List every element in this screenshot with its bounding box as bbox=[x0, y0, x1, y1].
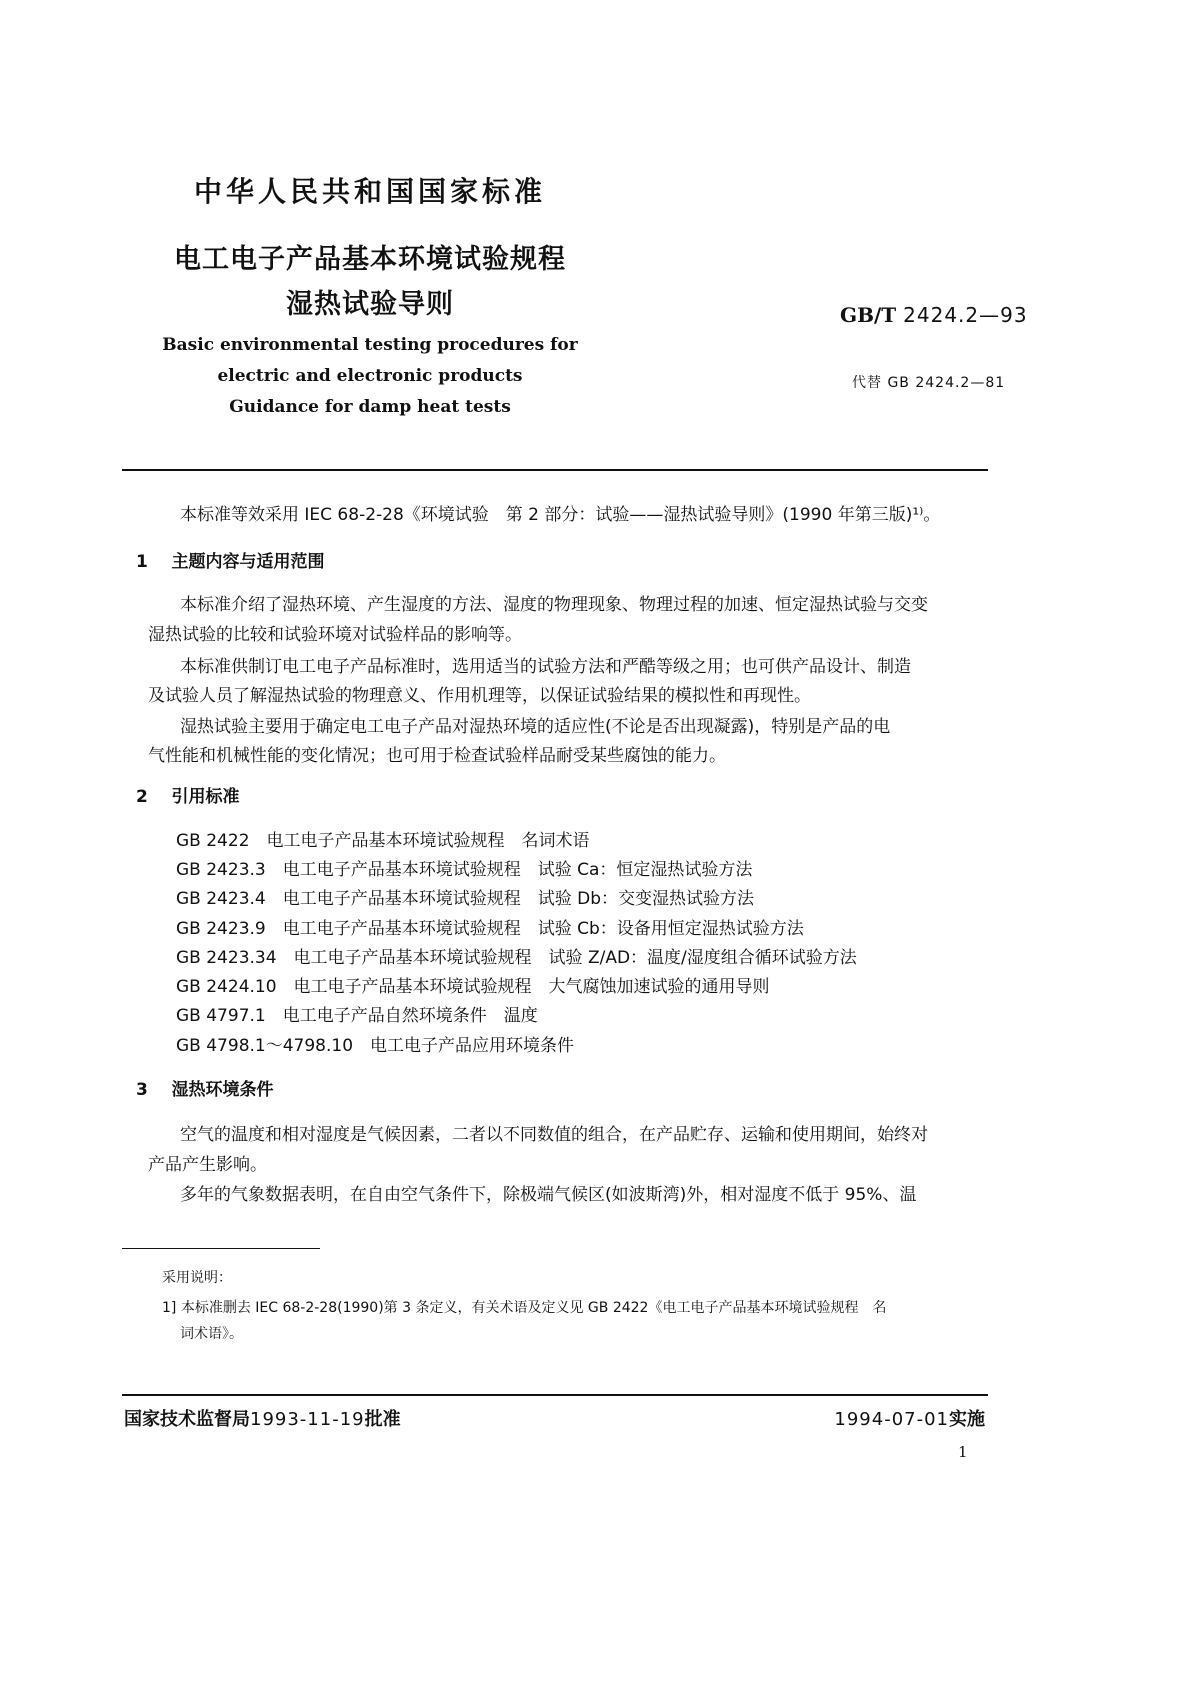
paragraph-line: 多年的气象数据表明，在自由空气条件下，除极端气候区(如波斯湾)外，相对湿度不低于 95%、温 bbox=[180, 1185, 917, 1205]
reference-item: GB 4797.1 电工电子产品自然环境条件 温度 bbox=[176, 1006, 538, 1026]
paragraph-line: 空气的温度和相对湿度是气候因素，二者以不同数值的组合，在产品贮存、运输和使用期间，始终对 bbox=[180, 1125, 928, 1145]
national-standard-heading: 中华人民共和国国家标准 bbox=[193, 175, 546, 208]
replaces-standard: 代替 GB 2424.2—81 bbox=[852, 375, 1006, 391]
footnote-line: 1] 本标准删去 IEC 68-2-28(1990)第 3 条定义，有关术语及定义见 GB 2422《电工电子产品基本环境试验规程 名 bbox=[162, 1300, 887, 1316]
reference-item: GB 2424.10 电工电子产品基本环境试验规程 大气腐蚀加速试验的通用导则 bbox=[176, 977, 770, 997]
footnote-divider bbox=[122, 1248, 320, 1249]
intro-paragraph: 本标准等效采用 IEC 68-2-28《环境试验 第 2 部分：试验——湿热试验导则》(1990 年第三版)¹⁾。 bbox=[180, 505, 941, 525]
reference-item: GB 2422 电工电子产品基本环境试验规程 名词术语 bbox=[176, 831, 590, 851]
paragraph-line: 湿热试验主要用于确定电工电子产品对湿热环境的适应性(不论是否出现凝露)，特别是产品的电 bbox=[180, 717, 891, 737]
section-title: 湿热环境条件 bbox=[171, 1080, 274, 1100]
approval-date: 1993-11-19 bbox=[250, 1409, 365, 1430]
reference-item: GB 4798.1～4798.10 电工电子产品应用环境条件 bbox=[176, 1036, 575, 1056]
footer-divider bbox=[122, 1394, 988, 1396]
document-title: 电工电子产品基本环境试验规程 bbox=[174, 244, 566, 275]
footnote-line: 词术语》。 bbox=[180, 1326, 243, 1342]
section-heading bbox=[136, 782, 240, 807]
section-heading bbox=[136, 547, 325, 572]
section-title: 主题内容与适用范围 bbox=[171, 552, 325, 572]
reference-item: GB 2423.3 电工电子产品基本环境试验规程 试验 Ca：恒定湿热试验方法 bbox=[176, 860, 753, 880]
approval-label: 批准 bbox=[364, 1409, 401, 1430]
page-number: 1 bbox=[958, 1443, 968, 1461]
paragraph-line: 及试验人员了解湿热试验的物理意义、作用机理等，以保证试验结果的模拟性和再现性。 bbox=[148, 686, 811, 706]
effective-date: 1994-07-01 bbox=[834, 1409, 949, 1430]
section-number: 1 bbox=[136, 552, 148, 572]
paragraph-line: 产品产生影响。 bbox=[148, 1155, 267, 1175]
english-title-line: Guidance for damp heat tests bbox=[229, 397, 511, 417]
paragraph-line: 湿热试验的比较和试验环境对试验样品的影响等。 bbox=[148, 625, 522, 645]
paragraph-line: 本标准介绍了湿热环境、产生湿度的方法、湿度的物理现象、物理过程的加速、恒定湿热试验与交变 bbox=[180, 595, 928, 615]
effective-info bbox=[834, 1405, 985, 1431]
footnote-heading: 采用说明： bbox=[162, 1270, 232, 1286]
reference-item: GB 2423.4 电工电子产品基本环境试验规程 试验 Db：交变湿热试验方法 bbox=[176, 889, 755, 909]
section-number: 3 bbox=[136, 1080, 148, 1100]
section-title: 引用标准 bbox=[171, 787, 240, 807]
header-divider bbox=[122, 469, 988, 471]
section-heading bbox=[136, 1075, 274, 1100]
paragraph-line: 本标准供制订电工电子产品标准时，选用适当的试验方法和严酷等级之用；也可供产品设计、制造 bbox=[180, 657, 911, 677]
english-title-line: Basic environmental testing procedures for bbox=[162, 335, 578, 355]
approval-org: 国家技术监督局 bbox=[124, 1409, 250, 1430]
reference-item: GB 2423.34 电工电子产品基本环境试验规程 试验 Z/AD：温度/湿度组合循环试验方法 bbox=[176, 948, 857, 968]
standard-prefix: GB/T bbox=[840, 303, 897, 327]
reference-item: GB 2423.9 电工电子产品基本环境试验规程 试验 Cb：设备用恒定湿热试验方法 bbox=[176, 919, 804, 939]
section-number: 2 bbox=[136, 787, 148, 807]
standard-code: 2424.2—93 bbox=[903, 303, 1028, 327]
english-title-line: electric and electronic products bbox=[217, 366, 523, 386]
approval-info bbox=[124, 1405, 401, 1431]
effective-label: 实施 bbox=[949, 1409, 985, 1430]
paragraph-line: 气性能和机械性能的变化情况；也可用于检查试验样品耐受某些腐蚀的能力。 bbox=[148, 746, 726, 766]
standard-number bbox=[840, 303, 1028, 327]
document-subtitle: 湿热试验导则 bbox=[286, 289, 454, 320]
